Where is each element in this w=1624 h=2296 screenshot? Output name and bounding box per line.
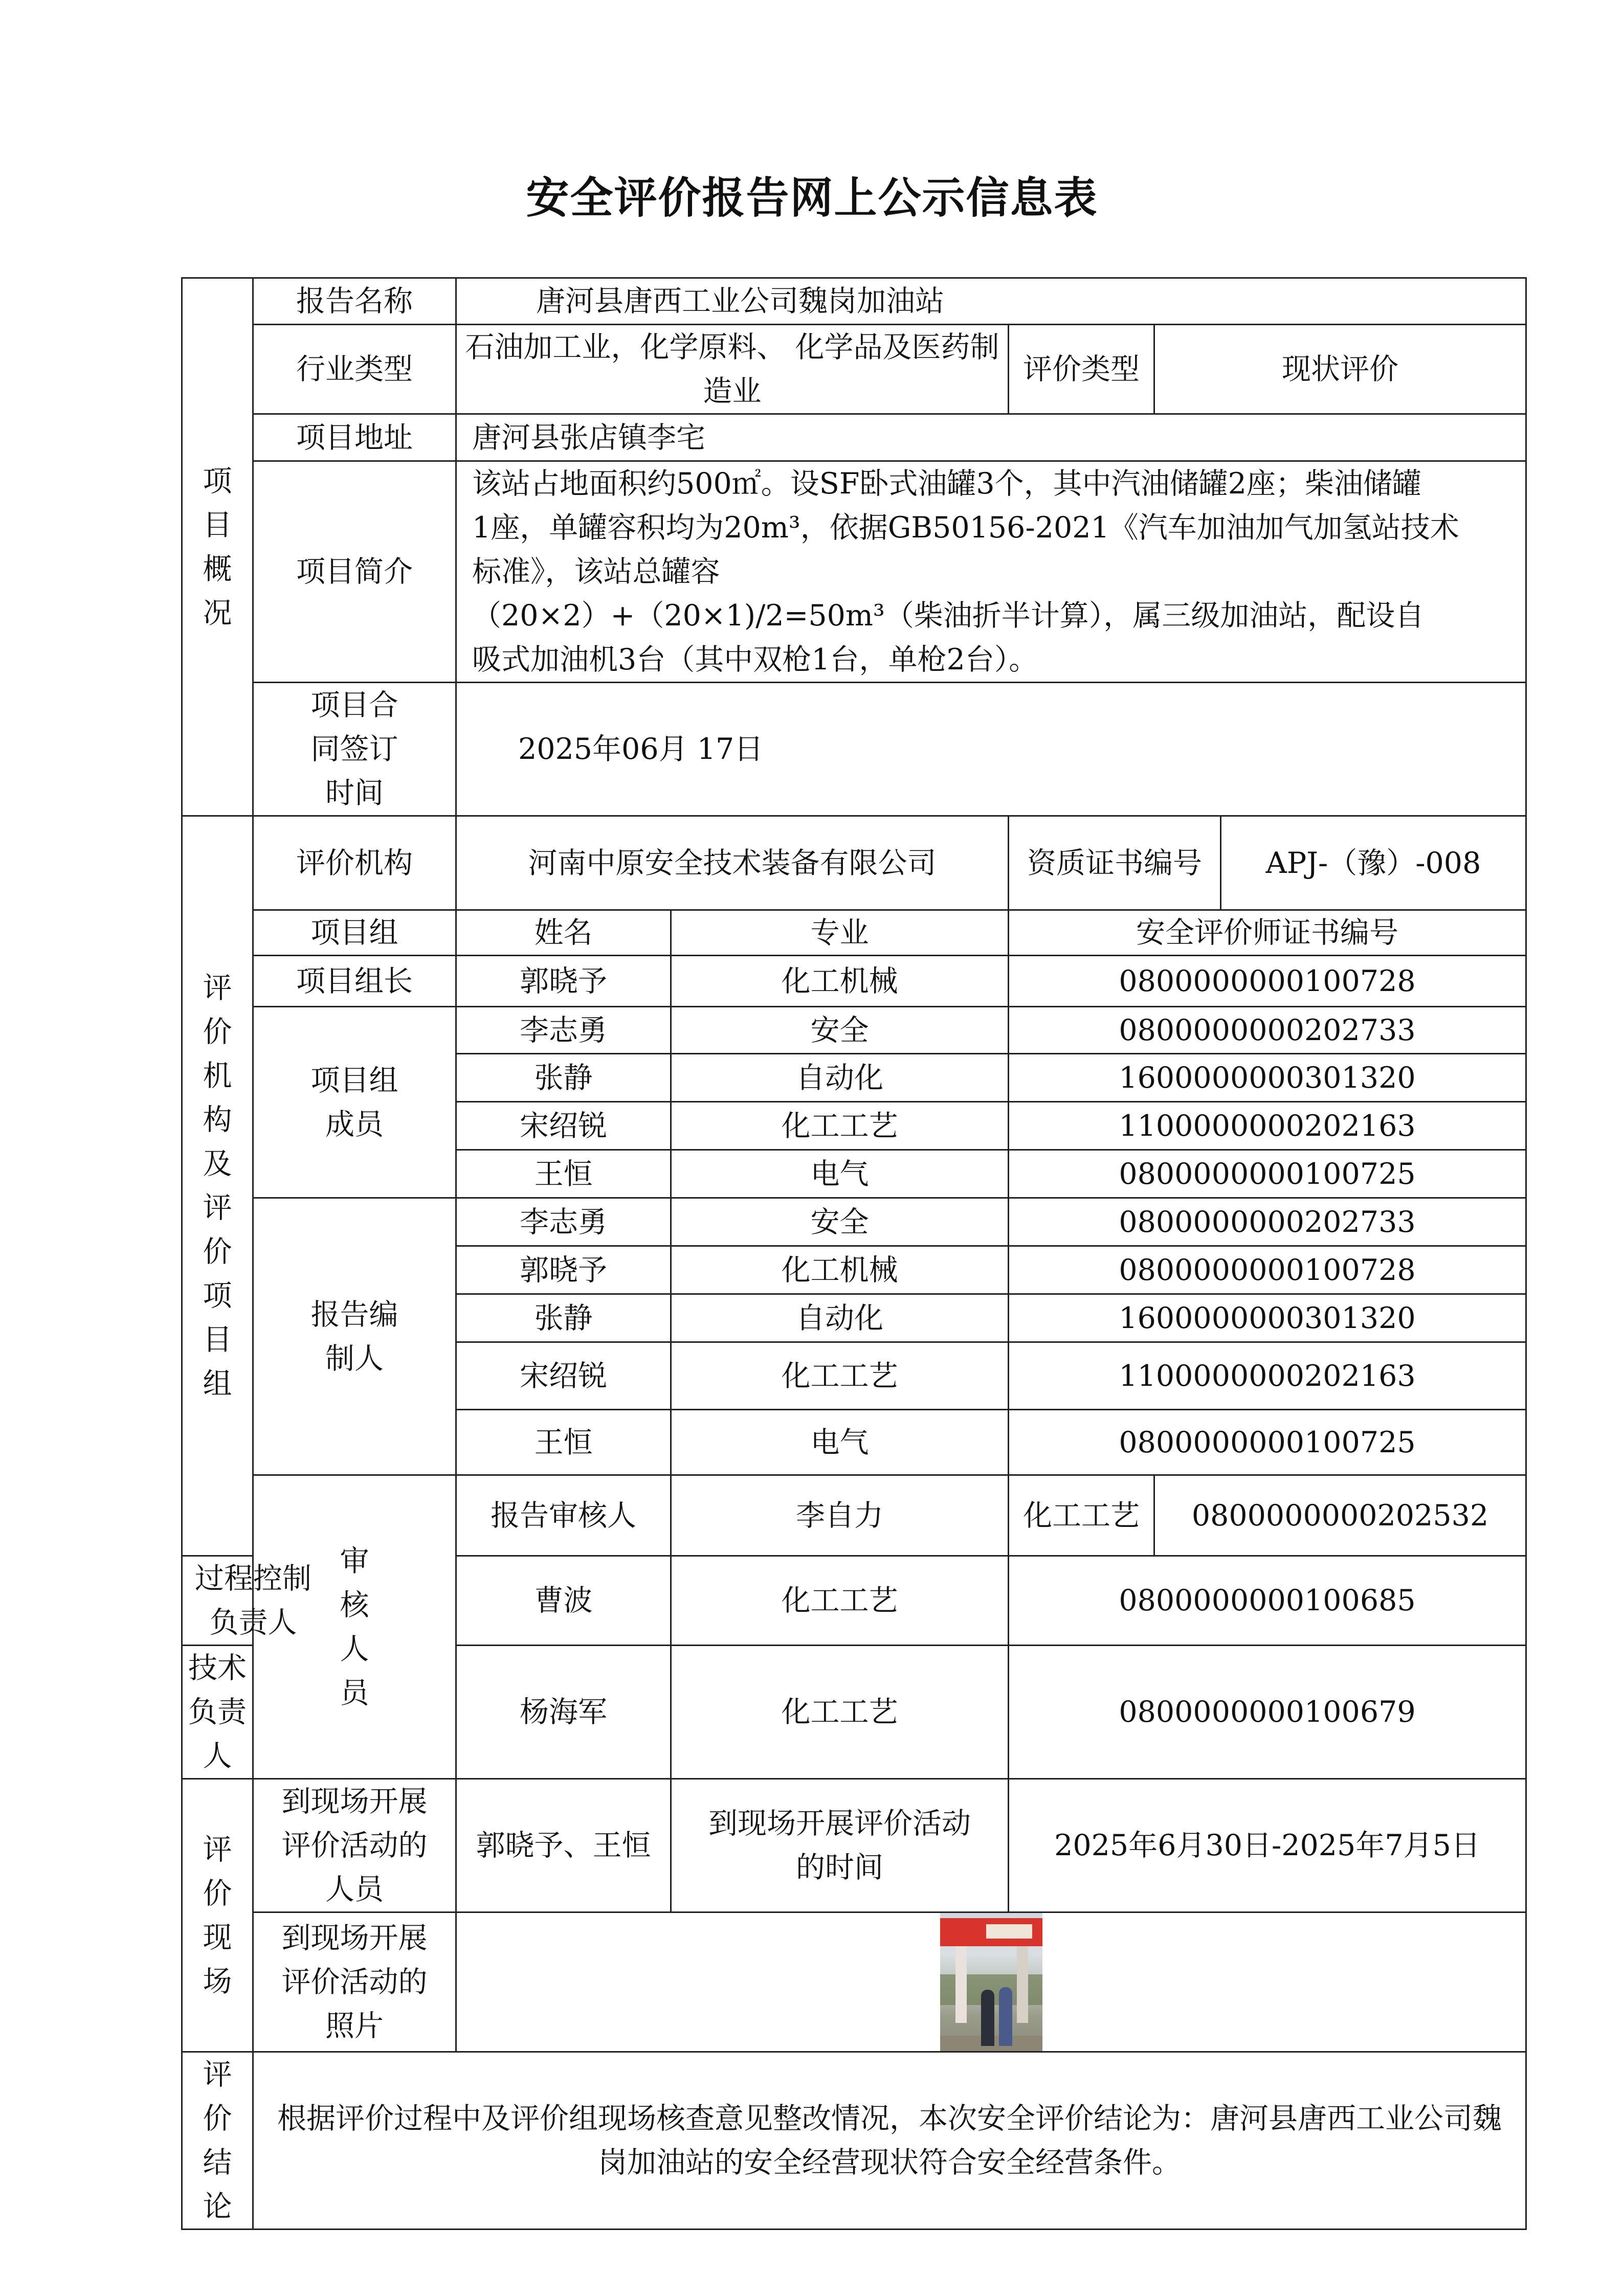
member-major: 化工工艺: [671, 1102, 1009, 1150]
intro-line: （20×2）+（20×1)/2=50m³（柴油折半计算），属三级加油站，配设自: [472, 599, 1425, 633]
site-people: 郭晓予、王恒: [456, 1779, 671, 1912]
author-name: 宋绍锐: [456, 1342, 671, 1410]
member-cert: 0800000000202733: [1009, 1007, 1526, 1054]
review-name: 李自力: [671, 1475, 1009, 1556]
cert-number: APJ-（豫）-008: [1221, 816, 1526, 910]
header-group: 项目组: [253, 910, 456, 956]
photo-sign: [986, 1924, 1032, 1939]
leader-major: 化工机械: [671, 956, 1009, 1007]
author-major: 电气: [671, 1410, 1009, 1475]
author-cert: 1100000000202163: [1009, 1342, 1526, 1410]
member-cert: 0800000000100725: [1009, 1150, 1526, 1198]
leader-label: 项目组长: [253, 956, 456, 1007]
author-cert: 1600000000301320: [1009, 1294, 1526, 1342]
intro-label: 项目简介: [253, 461, 456, 683]
report-name-label: 报告名称: [253, 278, 456, 325]
author-name: 张静: [456, 1294, 671, 1342]
section-site: 评价现场: [182, 1779, 253, 2052]
members-label: 项目组成员: [253, 1007, 456, 1198]
member-name: 宋绍锐: [456, 1102, 671, 1150]
section-conclusion: 评价结论: [182, 2052, 253, 2230]
org: 河南中原安全技术装备有限公司: [456, 816, 1009, 910]
review-role: 过程控制负责人: [182, 1556, 253, 1646]
contract-date: 2025年06月 17日: [456, 683, 1526, 816]
conclusion-text: 根据评价过程中及评价组现场核查意见整改情况，本次安全评价结论为：唐河县唐西工业公司魏岗加油站的安全经营现状符合安全经营条件。: [253, 2052, 1526, 2230]
review-cert: 0800000000100685: [1009, 1556, 1526, 1646]
authors-label: 报告编制人: [253, 1198, 456, 1475]
leader-cert: 0800000000100728: [1009, 956, 1526, 1007]
author-major: 化工机械: [671, 1246, 1009, 1294]
review-cert: 0800000000202532: [1154, 1475, 1526, 1556]
member-cert: 1600000000301320: [1009, 1054, 1526, 1102]
site-time-label: 到现场开展评价活动的时间: [671, 1779, 1009, 1912]
header-major: 专业: [671, 910, 1009, 956]
header-cert: 安全评价师证书编号: [1009, 910, 1526, 956]
address-label: 项目地址: [253, 414, 456, 461]
review-role: 技术负责人: [182, 1646, 253, 1779]
review-major: 化工工艺: [671, 1646, 1009, 1779]
review-role: 报告审核人: [456, 1475, 671, 1556]
review-cert: 0800000000100679: [1009, 1646, 1526, 1779]
author-major: 化工工艺: [671, 1342, 1009, 1410]
cert-label: 资质证书编号: [1009, 816, 1221, 910]
industry-label: 行业类型: [253, 325, 456, 414]
section-agency: 评价机构及评价项目组: [182, 816, 253, 1556]
review-major: 化工工艺: [671, 1556, 1009, 1646]
intro-line: 该站占地面积约500㎡。设SF卧式油罐3个，其中汽油储罐2座；柴油储罐: [472, 467, 1421, 501]
member-major: 安全: [671, 1007, 1009, 1054]
member-cert: 1100000000202163: [1009, 1102, 1526, 1150]
intro-line: 吸式加油机3台（其中双枪1台，单枪2台）。: [472, 643, 1038, 677]
eval-type-label: 评价类型: [1009, 325, 1154, 414]
author-major: 安全: [671, 1198, 1009, 1246]
section-review: 审核人员: [253, 1475, 456, 1779]
author-major: 自动化: [671, 1294, 1009, 1342]
review-name: 杨海军: [456, 1646, 671, 1779]
section-overview: 项目概况: [182, 278, 253, 816]
photo-person: [981, 1990, 994, 2046]
address: 唐河县张店镇李宅: [456, 414, 1526, 461]
intro-line: 1座，单罐容积均为20m³，依据GB50156-2021《汽车加油加气加氢站技术: [472, 511, 1459, 545]
review-major: 化工工艺: [1009, 1475, 1154, 1556]
eval-type: 现状评价: [1154, 325, 1526, 414]
member-name: 王恒: [456, 1150, 671, 1198]
author-cert: 0800000000100725: [1009, 1410, 1526, 1475]
industry: 石油加工业，化学原料、 化学品及医药制造业: [456, 325, 1009, 414]
member-name: 李志勇: [456, 1007, 671, 1054]
member-major: 自动化: [671, 1054, 1009, 1102]
site-people-label: 到现场开展评价活动的人员: [253, 1779, 456, 1912]
info-table: [181, 277, 1527, 2230]
site-photo: [940, 1913, 1042, 2051]
leader-name: 郭晓予: [456, 956, 671, 1007]
photo-pillar: [1017, 1946, 1028, 2023]
site-photo-label: 到现场开展评价活动的照片: [253, 1912, 456, 2052]
header-name: 姓名: [456, 910, 671, 956]
photo-person: [999, 1987, 1012, 2046]
site-time: 2025年6月30日-2025年7月5日: [1009, 1779, 1526, 1912]
intro: [456, 461, 1526, 683]
author-cert: 0800000000202733: [1009, 1198, 1526, 1246]
intro-line: 标准》，该站总罐容: [472, 555, 720, 589]
review-name: 曹波: [456, 1556, 671, 1646]
member-name: 张静: [456, 1054, 671, 1102]
report-name: 唐河县唐西工业公司魏岗加油站: [456, 278, 1526, 325]
photo-pillar: [955, 1946, 967, 2023]
author-name: 王恒: [456, 1410, 671, 1475]
author-name: 郭晓予: [456, 1246, 671, 1294]
member-major: 电气: [671, 1150, 1009, 1198]
page-title: 安全评价报告网上公示信息表: [526, 172, 1098, 223]
contract-label: 项目合同签订时间: [253, 683, 456, 816]
site-photo-cell: [456, 1912, 1526, 2052]
org-label: 评价机构: [253, 816, 456, 910]
author-name: 李志勇: [456, 1198, 671, 1246]
author-cert: 0800000000100728: [1009, 1246, 1526, 1294]
